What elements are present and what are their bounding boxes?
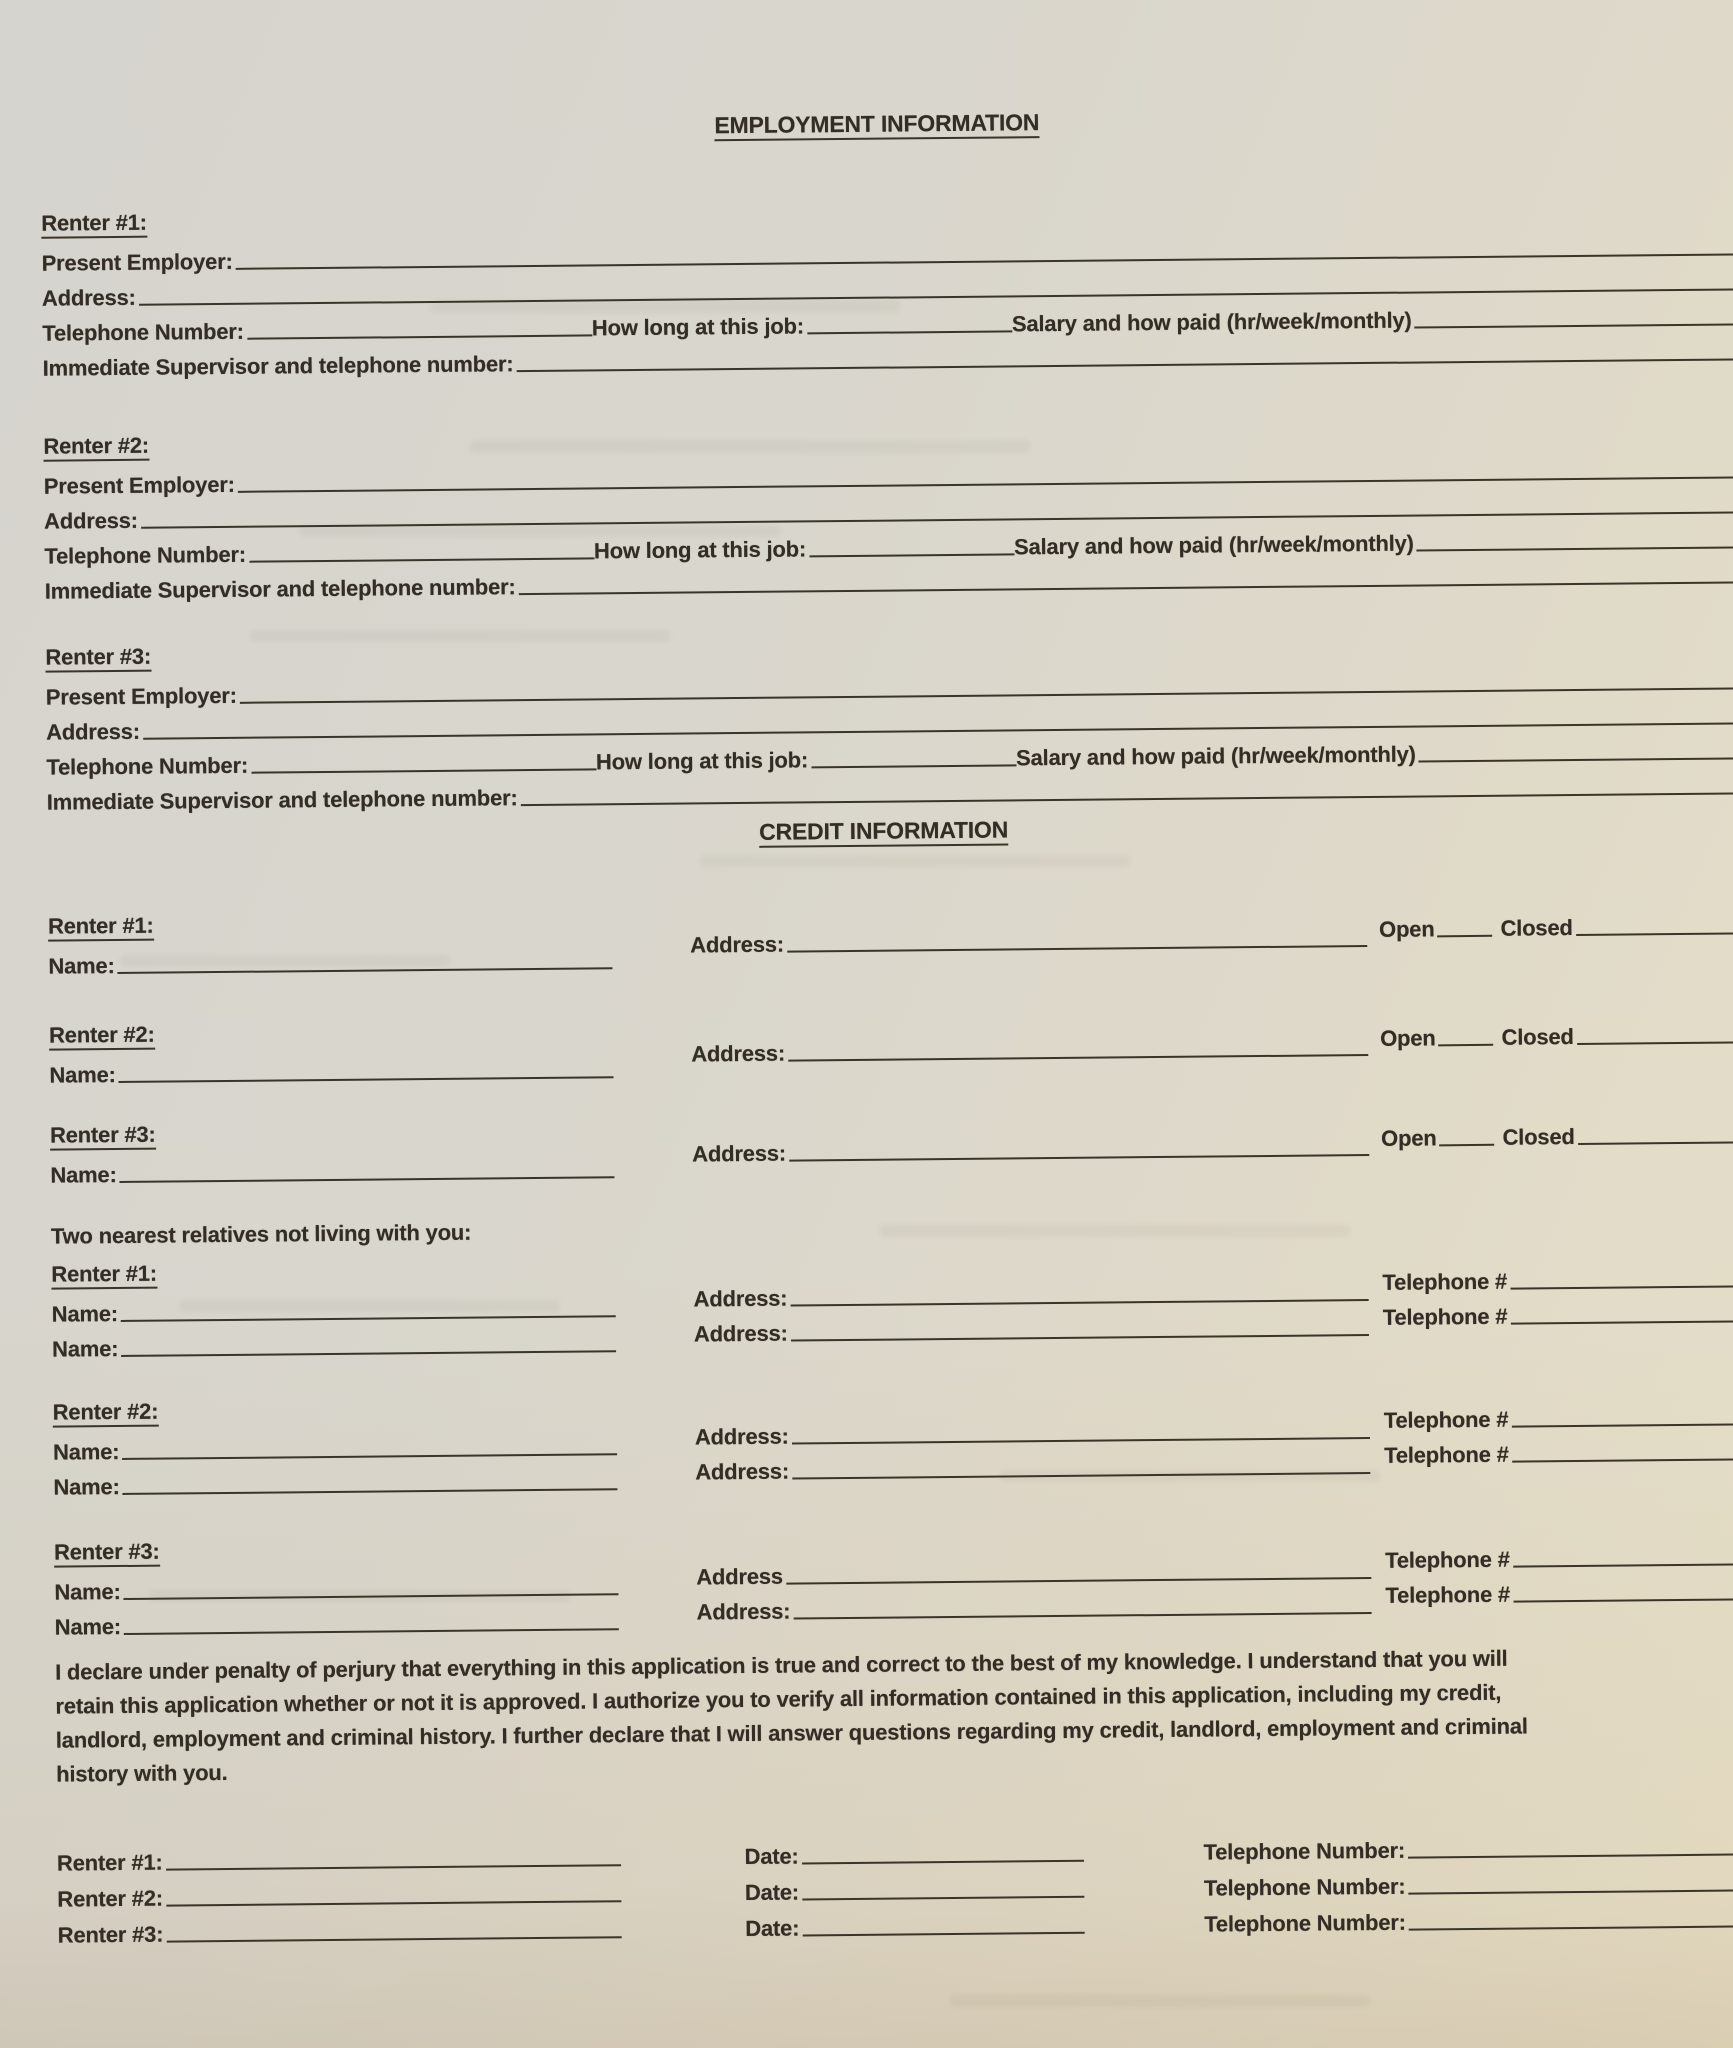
relative-address-row (695, 1446, 1384, 1488)
address-label: Address: (46, 718, 141, 745)
address-field-line (790, 1299, 1368, 1307)
how-long-field-line (809, 553, 1014, 557)
perjury-declaration-paragraph (55, 1640, 1733, 1793)
relative-telephone-row (1385, 1537, 1733, 1576)
employment-renter-3-section (0, 625, 1733, 818)
closed-label: Closed (1501, 1024, 1574, 1050)
relative-telephone-row (1383, 1294, 1733, 1333)
salary-field-line (1415, 323, 1733, 328)
open-field-line (1438, 935, 1493, 938)
name-field-line (121, 1350, 616, 1357)
relative-telephone-row (1384, 1432, 1733, 1471)
renter-3-heading: Renter #3: (50, 1122, 156, 1151)
renter-1-heading: Renter #1: (51, 1261, 157, 1290)
address-label: Address: (692, 1140, 787, 1167)
renter-2-heading: Renter #2: (53, 1399, 159, 1428)
open-closed-row (1380, 1015, 1733, 1054)
telephone-number-field-line (251, 768, 596, 773)
date-label: Date: (744, 1843, 799, 1870)
telephone-field-line (1512, 1458, 1733, 1463)
present-employer-label: Present Employer: (45, 682, 237, 710)
telephone-number-label: Telephone Number: (1204, 1909, 1406, 1937)
name-label: Name: (50, 1162, 117, 1188)
address-row (691, 1028, 1380, 1070)
address-row (690, 919, 1379, 961)
telephone-number-label: Telephone Number: (44, 541, 247, 569)
address-label: Address: (693, 1320, 788, 1347)
relative-telephone-row (1385, 1572, 1733, 1611)
renter-3-signature-label: Renter #3: (57, 1921, 164, 1948)
address-label: Address: (690, 931, 785, 958)
signature-field-line (166, 1936, 621, 1942)
name-label: Name: (49, 1062, 116, 1088)
name-field-line (121, 1315, 616, 1322)
name-row (48, 941, 690, 982)
name-label: Name: (54, 1579, 121, 1605)
address-field-line (788, 1054, 1368, 1062)
open-field-line (1440, 1144, 1495, 1147)
closed-field-line (1578, 1141, 1733, 1145)
open-field-line (1439, 1044, 1494, 1047)
supervisor-label: Immediate Supervisor and telephone number: (44, 574, 516, 604)
relatives-heading-text: Two nearest relatives not living with you: (50, 1219, 472, 1249)
employment-title-text: EMPLOYMENT INFORMATION (714, 109, 1039, 141)
address-field-line (793, 1612, 1371, 1620)
telephone-number-label: Telephone Number: (46, 752, 249, 780)
open-closed-row (1379, 906, 1733, 945)
relatives-renter-3-section (7, 1520, 1733, 1643)
open-closed-row (1381, 1115, 1733, 1154)
address-field-line (786, 1577, 1371, 1585)
date-label: Date: (745, 1915, 800, 1942)
address-field-line (787, 945, 1367, 953)
date-field-line (802, 1932, 1084, 1937)
salary-label: Salary and how paid (hr/week/monthly) (1015, 741, 1416, 771)
employment-renter-1-section (0, 191, 1733, 384)
name-label: Name: (48, 953, 115, 979)
renter-2-heading: Renter #2: (49, 1022, 155, 1051)
relative-name-row (55, 1601, 697, 1642)
telephone-label: Telephone # (1385, 1546, 1510, 1573)
address-field-line (792, 1437, 1370, 1445)
address-label: Address: (691, 1040, 786, 1067)
name-label: Name: (51, 1301, 119, 1327)
credit-renter-1-section (1, 894, 1733, 982)
telephone-label: Telephone # (1382, 1303, 1508, 1330)
relatives-renter-2-section (6, 1380, 1733, 1503)
salary-field-line (1419, 757, 1733, 762)
address-label: Address: (695, 1458, 790, 1485)
how-long-label: How long at this job: (591, 313, 805, 341)
telephone-field-line (1409, 1889, 1733, 1895)
renter-1-heading: Renter #1: (41, 210, 147, 239)
how-long-label: How long at this job: (593, 536, 807, 564)
open-label: Open (1378, 916, 1435, 942)
supervisor-field-line (521, 792, 1733, 806)
declaration-line: I declare under penalty of perjury that everything in this application is true and correct to the best of my knowledge. I understand that you will (55, 1645, 1508, 1685)
relative-address-row (694, 1308, 1383, 1350)
relatives-renter-1-section (4, 1242, 1733, 1365)
telephone-label: Telephone # (1382, 1268, 1508, 1295)
name-label: Name: (51, 1336, 119, 1362)
name-label: Name: (52, 1439, 120, 1465)
closed-field-line (1577, 1041, 1733, 1045)
spacer (621, 1944, 745, 1945)
renter-3-heading: Renter #3: (45, 644, 151, 673)
name-field-line (119, 1076, 614, 1083)
name-row (50, 1149, 692, 1190)
supervisor-field-line (519, 581, 1733, 595)
telephone-label: Telephone # (1384, 1441, 1509, 1468)
renter-2-signature-label: Renter #2: (57, 1885, 164, 1912)
supervisor-label: Immediate Supervisor and telephone number: (42, 351, 514, 381)
telephone-number-label: Telephone Number: (1203, 1873, 1406, 1901)
telephone-number-field-line (247, 334, 592, 339)
name-field-line (124, 1593, 619, 1600)
telephone-field-line (1513, 1598, 1733, 1603)
how-long-field-line (811, 764, 1016, 768)
salary-label: Salary and how paid (hr/week/monthly) (1011, 307, 1412, 337)
telephone-number-label: Telephone Number: (1203, 1837, 1406, 1865)
renter-1-signature-label: Renter #1: (56, 1849, 163, 1876)
renter-3-heading: Renter #3: (54, 1539, 160, 1568)
relative-name-row (52, 1323, 694, 1364)
relative-address-row (696, 1586, 1385, 1628)
address-field-line (792, 1472, 1370, 1480)
relative-name-row (53, 1461, 695, 1502)
credit-section-title (0, 809, 1733, 853)
present-employer-label: Present Employer: (43, 471, 235, 499)
how-long-label: How long at this job: (595, 747, 809, 775)
closed-label: Closed (1502, 1124, 1575, 1150)
address-field-line (789, 1154, 1369, 1162)
name-field-line (118, 967, 613, 974)
closed-field-line (1576, 932, 1733, 936)
employment-section-title (0, 102, 1733, 146)
renter-2-heading: Renter #2: (43, 433, 149, 462)
relative-telephone-row (1382, 1259, 1733, 1298)
address-field-line (791, 1334, 1369, 1342)
address-label: Address: (694, 1423, 789, 1450)
present-employer-label: Present Employer: (41, 248, 233, 276)
name-label: Name: (53, 1474, 120, 1500)
credit-renter-2-section (2, 1003, 1733, 1091)
date-field-line (802, 1860, 1084, 1865)
open-label: Open (1380, 1025, 1436, 1051)
signature-field-line (166, 1864, 621, 1870)
telephone-field-line (1409, 1925, 1733, 1931)
telephone-field-line (1511, 1423, 1733, 1428)
name-field-line (123, 1488, 618, 1495)
employment-renter-2-section (0, 414, 1733, 607)
supervisor-label: Immediate Supervisor and telephone number: (46, 785, 518, 815)
how-long-field-line (807, 330, 1012, 334)
declaration-line: history with you. (56, 1759, 228, 1787)
name-field-line (124, 1628, 619, 1635)
supervisor-field-line (516, 358, 1733, 372)
closed-label: Closed (1500, 915, 1573, 941)
telephone-field-line (1513, 1563, 1733, 1568)
declaration-line: landlord, employment and criminal history. I further declare that I will answer questions regarding my credit, landlord, employment and criminal (55, 1713, 1528, 1753)
signature-field-line (166, 1900, 621, 1906)
address-row (692, 1128, 1381, 1170)
declaration-line: retain this application whether or not it is approved. I authorize you to verify all information contained in this application, including my credit, (55, 1679, 1502, 1719)
telephone-number-label: Telephone Number: (42, 318, 244, 346)
telephone-field-line (1510, 1320, 1733, 1325)
date-label: Date: (744, 1879, 800, 1906)
address-label: Address: (43, 507, 138, 534)
telephone-field-line (1408, 1853, 1733, 1859)
name-row (49, 1049, 691, 1090)
address-label: Address: (693, 1285, 788, 1312)
telephone-number-field-line (249, 557, 594, 562)
salary-field-line (1417, 546, 1733, 551)
telephone-label: Telephone # (1383, 1406, 1509, 1433)
name-field-line (122, 1453, 617, 1460)
name-label: Name: (54, 1614, 122, 1640)
name-field-line (120, 1176, 615, 1183)
spacer (1084, 1940, 1204, 1941)
relative-telephone-row (1384, 1397, 1733, 1436)
telephone-field-line (1510, 1285, 1733, 1290)
date-field-line (802, 1896, 1084, 1901)
credit-title-text: CREDIT INFORMATION (759, 816, 1008, 847)
address-label: Address: (41, 284, 136, 311)
renter-1-heading: Renter #1: (48, 913, 154, 942)
telephone-label: Telephone # (1385, 1581, 1511, 1608)
address-label-no-colon: Address (696, 1563, 784, 1590)
open-label: Open (1380, 1125, 1437, 1151)
credit-renter-3-section (3, 1103, 1733, 1191)
address-label: Address: (696, 1598, 791, 1625)
salary-label: Salary and how paid (hr/week/monthly) (1013, 530, 1414, 560)
